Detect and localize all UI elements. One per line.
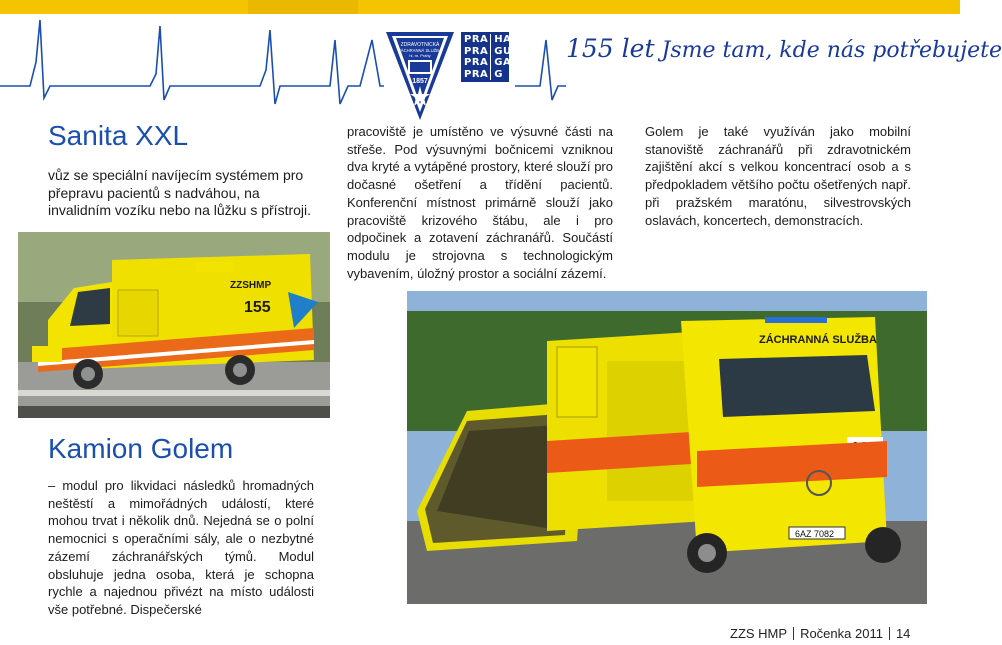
heading-sanita-xxl: Sanita XXL — [48, 120, 189, 151]
column-2-text: pracoviště je umístěno ve výsuvné části na střeše. Pod výsuvnými bočnicemi vzniknou dva kryté a vytápěné prostory, které slouží pro dočasné ošetření a třídění pacientů. Konferenční místnost primárně slouží jako pracoviště krizového štábu, ale i pro odpočinek a zotavení záchranářů. Součástí modulu je strojovna s technologickým vybavením, úložný prostor a sociální zázemí. — [347, 124, 613, 281]
svg-text:6AZ 7082: 6AZ 7082 — [795, 529, 835, 539]
slogan — [566, 34, 1002, 63]
svg-text:ZÁCHRANNÁ SLUŽBA: ZÁCHRANNÁ SLUŽBA — [759, 334, 877, 346]
emblem-year: 1857 — [412, 78, 428, 85]
emblem-text-3: hl. m. Prahy — [409, 53, 431, 58]
emblem-text-1: ZDRAVOTNICKÁ — [400, 42, 440, 48]
footer-org: ZZS HMP — [730, 626, 788, 641]
photo-golem-truck — [407, 291, 927, 604]
intro-sanita-xxl: vůz se speciální navíjecím systémem pro přepravu pacientů s nadváhou, na invalidním vozíku nebo na lůžku s přístroji. — [48, 167, 312, 218]
zzs-emblem-logo — [384, 28, 456, 122]
footer-yearbook: Ročenka 2011 — [800, 626, 883, 641]
page-number: 14 — [895, 626, 911, 641]
emblem-text-2: ZÁCHRANNÁ SLUŽBA — [398, 48, 442, 53]
slogan-years: 155 let — [566, 34, 655, 63]
praha-logo: PRA HA PRA GUE PRA GA PRA G — [461, 32, 509, 82]
photo-ambulance — [18, 232, 330, 418]
column-3-text: Golem je také využíván jako mobilní stanoviště záchranářů při zdravotnickém zajištění akcí s velkou koncentrací osob a s předpokladem většího počtu ošetřených např. při pražském maratónu, silvestrovských oslavách, koncertech, demonstracích. — [645, 124, 911, 228]
slogan-text: Jsme tam, kde nás potřebujete — [661, 38, 1002, 63]
column-1-golem-text: – modul pro likvidaci následků hromadných neštěstí a mimořádných událostí, které mohou trvat i několik dnů. Nejedná se o polní nemocnici s operačními sály, ale o nezbytné zázemí záchranářských týmů. Modul obsluhuje jedna osoba, která je schopna rychle a najednou přivézt na místo události vše potřebné. Dispečerské — [48, 478, 314, 617]
svg-text:ZZSHMP: ZZSHMP — [230, 280, 272, 291]
svg-text:155: 155 — [244, 299, 271, 316]
footer — [730, 626, 910, 641]
heading-kamion-golem: Kamion Golem — [48, 433, 234, 464]
